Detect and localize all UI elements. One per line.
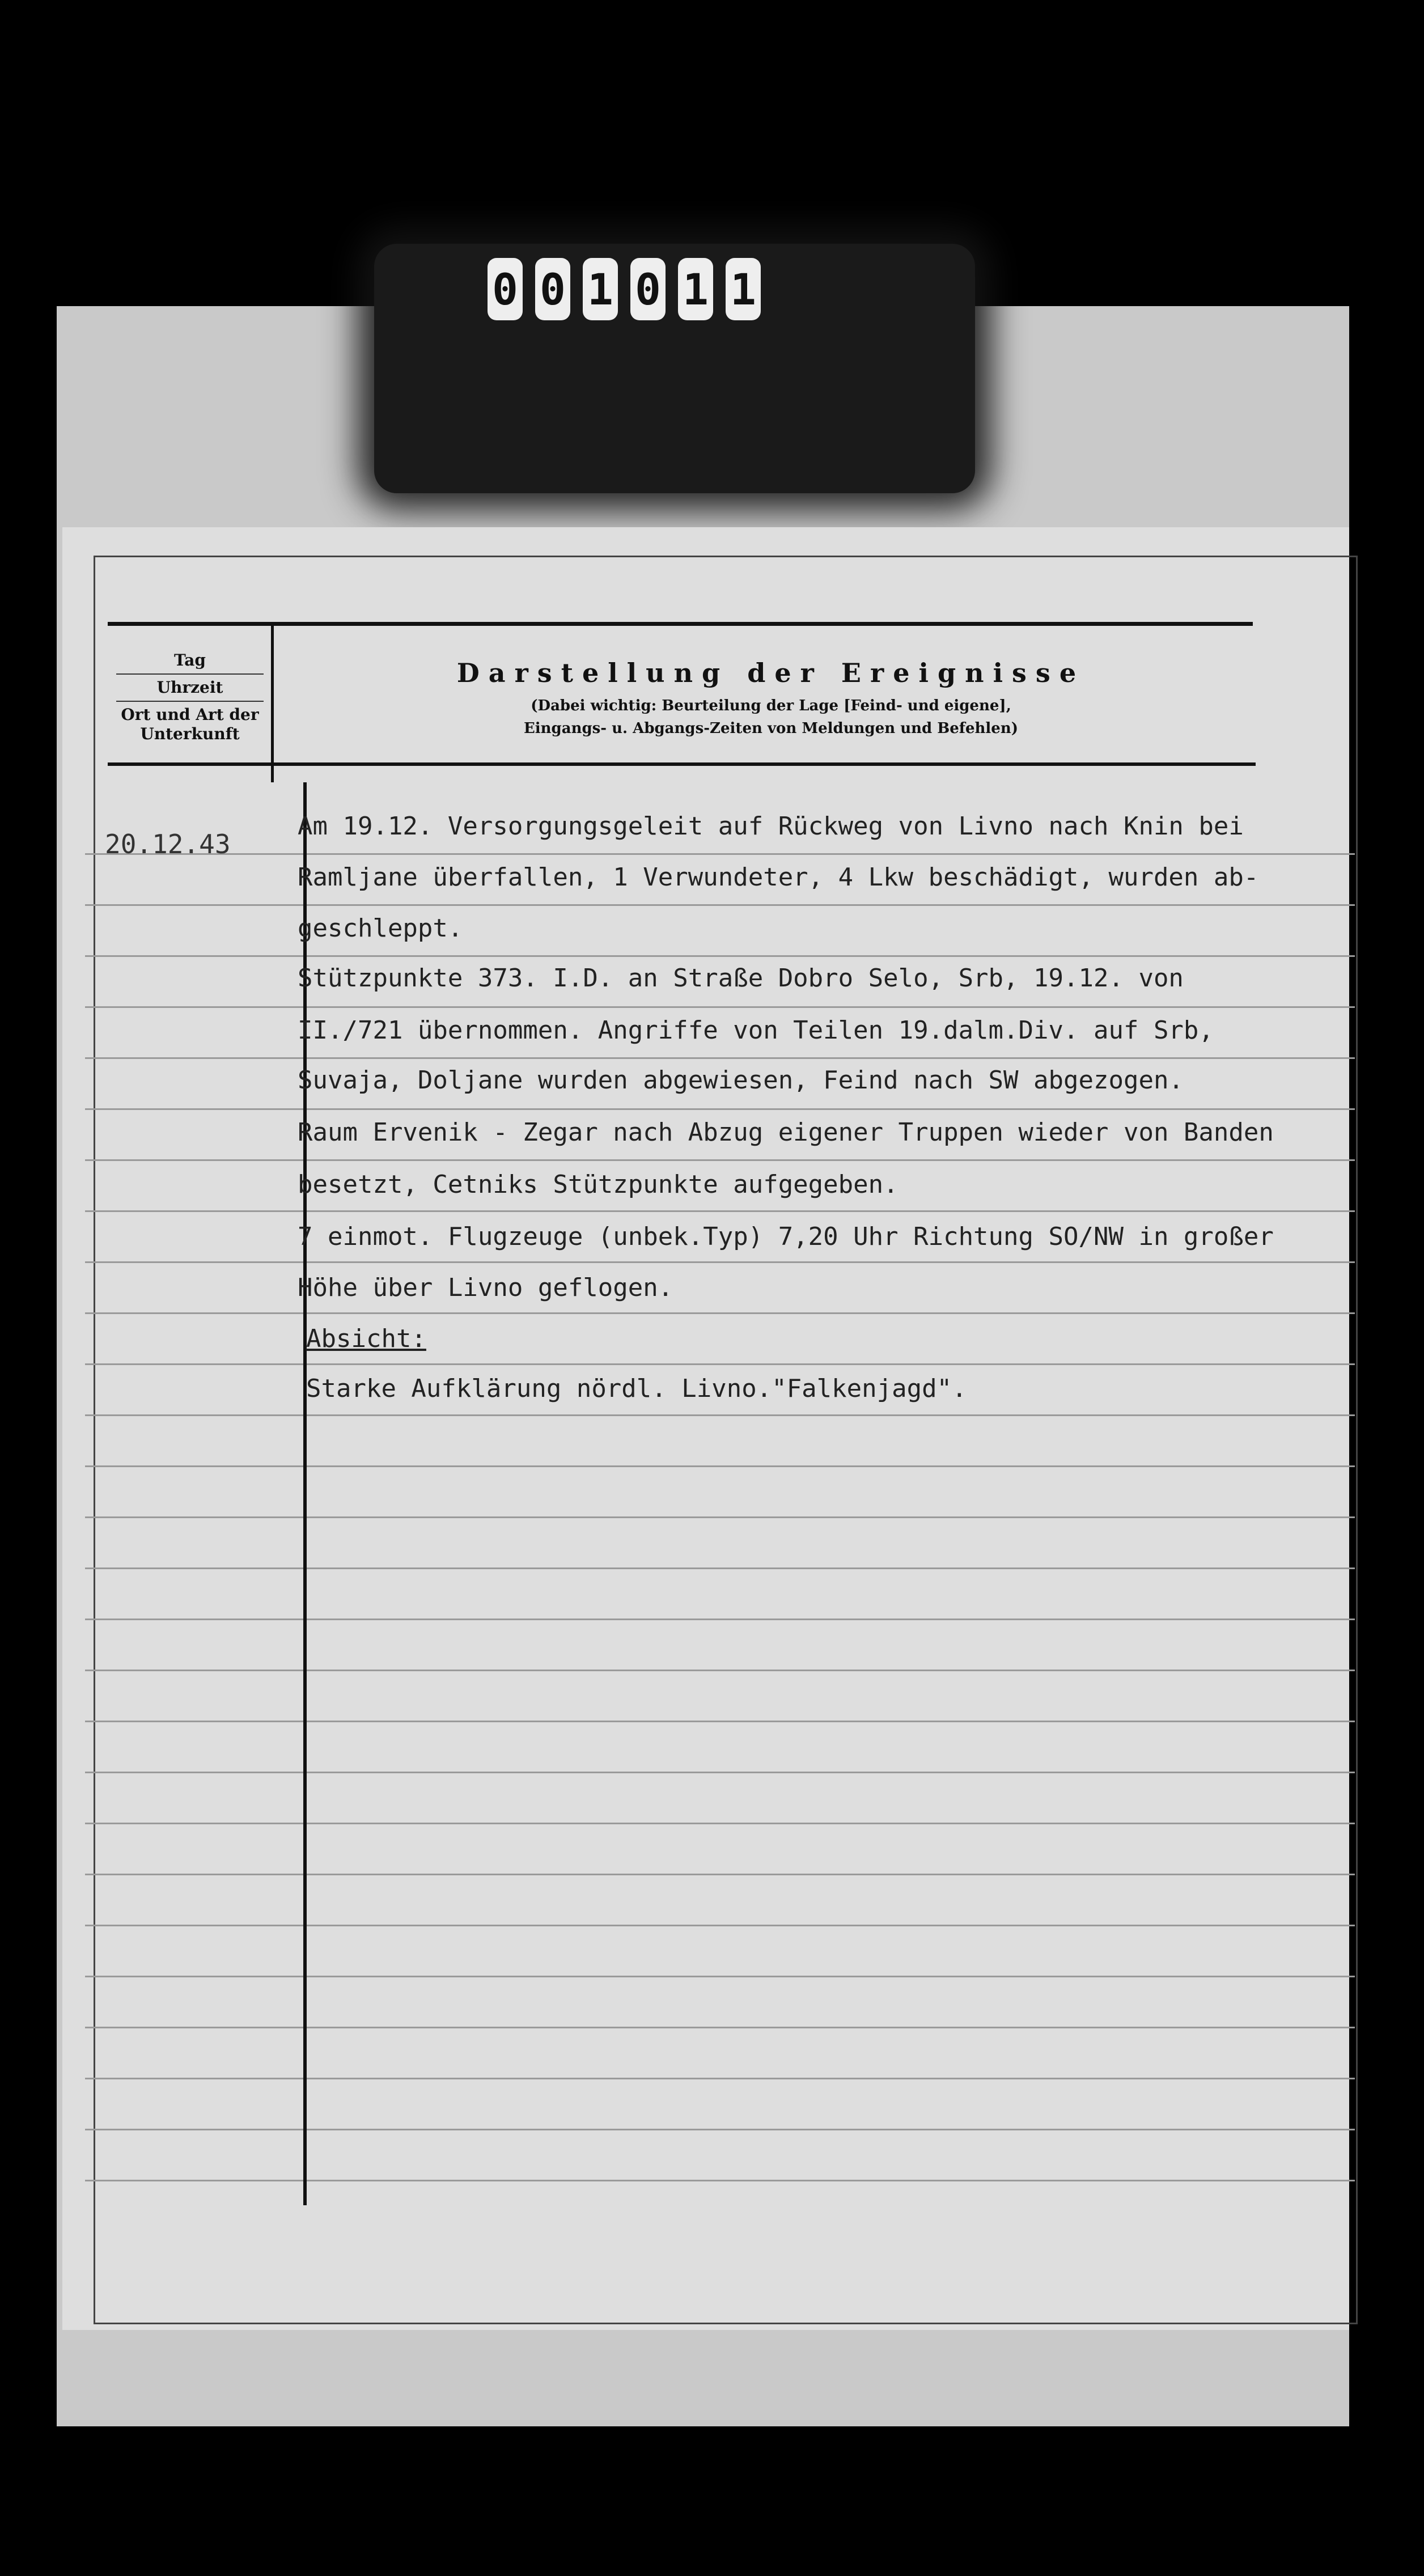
- ruled-line: [85, 1108, 1355, 1110]
- ruled-line: [85, 1363, 1355, 1365]
- header-top-rule: [108, 622, 1253, 626]
- ruled-line: [85, 2078, 1355, 2079]
- ruled-line: [85, 1057, 1355, 1059]
- ruled-line: [85, 1772, 1355, 1773]
- entry-line: Starke Aufklärung nördl. Livno."Falkenjagd".: [306, 1374, 967, 1403]
- ruled-line: [85, 1567, 1355, 1569]
- ruled-line: [85, 1619, 1355, 1620]
- counter-digit: 0: [535, 258, 570, 320]
- entry-line: Raum Ervenik - Zegar nach Abzug eigener Truppen wieder von Banden: [298, 1118, 1274, 1147]
- counter-digit: 1: [583, 258, 618, 320]
- header-label-ort: Ort und Art der Unterkunft: [121, 705, 259, 743]
- header-label-tag: Tag: [174, 651, 206, 670]
- header-column-divider: [271, 624, 274, 782]
- ruled-line: [85, 1823, 1355, 1824]
- ruled-line: [85, 1670, 1355, 1671]
- header-title: Darstellung der Ereignisse: [456, 658, 1086, 688]
- ruled-line: [85, 1006, 1355, 1008]
- entry-line: Am 19.12. Versorgungsgeleit auf Rückweg von Livno nach Knin bei: [298, 812, 1244, 841]
- ruled-line: [85, 2027, 1355, 2028]
- ruled-line: [85, 853, 1355, 855]
- counter-digit: 1: [726, 258, 761, 320]
- header-bottom-rule: [108, 762, 1256, 766]
- counter-digit: 1: [678, 258, 713, 320]
- ruled-line: [85, 1210, 1355, 1212]
- entry-line: Suvaja, Doljane wurden abgewiesen, Feind nach SW abgezogen.: [298, 1066, 1184, 1095]
- header-label-uhrzeit: Uhrzeit: [156, 678, 223, 697]
- entry-line: 7 einmot. Flugzeuge (unbek.Typ) 7,20 Uhr Richtung SO/NW in großer: [298, 1222, 1274, 1251]
- ruled-line: [85, 1874, 1355, 1875]
- entry-line: II./721 übernommen. Angriffe von Teilen 19.dalm.Div. auf Srb,: [298, 1016, 1214, 1045]
- ruled-line: [85, 1261, 1355, 1263]
- entry-heading-absicht: Absicht:: [306, 1324, 426, 1353]
- ruled-line: [85, 1465, 1355, 1467]
- header-left-column: [111, 651, 269, 744]
- ruled-line: [85, 1414, 1355, 1416]
- ruled-line: [85, 2180, 1355, 2181]
- header-note-line-1: (Dabei wichtig: Beurteilung der Lage [Feind- und eigene],: [531, 697, 1011, 714]
- ruled-line: [85, 2129, 1355, 2130]
- entry-line: Stützpunkte 373. I.D. an Straße Dobro Selo, Srb, 19.12. von: [298, 964, 1184, 993]
- ruled-line: [85, 1159, 1355, 1161]
- date-column-divider: [303, 782, 307, 2205]
- counter-digit: 0: [630, 258, 666, 320]
- header-note-line-2: Eingangs- u. Abgangs-Zeiten von Meldungen und Befehlen): [523, 720, 1019, 737]
- entry-line: Höhe über Livno geflogen.: [298, 1273, 673, 1302]
- frame-counter-digits: [488, 258, 761, 326]
- entry-date: 20.12.43: [105, 829, 231, 859]
- entry-line: besetzt, Cetniks Stützpunkte aufgegeben.: [298, 1170, 899, 1199]
- ruled-line: [85, 1925, 1355, 1926]
- ruled-line: [85, 1516, 1355, 1518]
- ruled-line: [85, 955, 1355, 957]
- entry-line: geschleppt.: [298, 914, 463, 943]
- ruled-line: [85, 904, 1355, 906]
- ruled-line: [85, 1721, 1355, 1722]
- header-note: [295, 694, 1247, 740]
- ruled-line: [85, 1312, 1355, 1314]
- entry-line: Ramljane überfallen, 1 Verwundeter, 4 Lkw beschädigt, wurden ab-: [298, 863, 1259, 892]
- counter-digit: 0: [488, 258, 523, 320]
- ruled-line: [85, 1976, 1355, 1977]
